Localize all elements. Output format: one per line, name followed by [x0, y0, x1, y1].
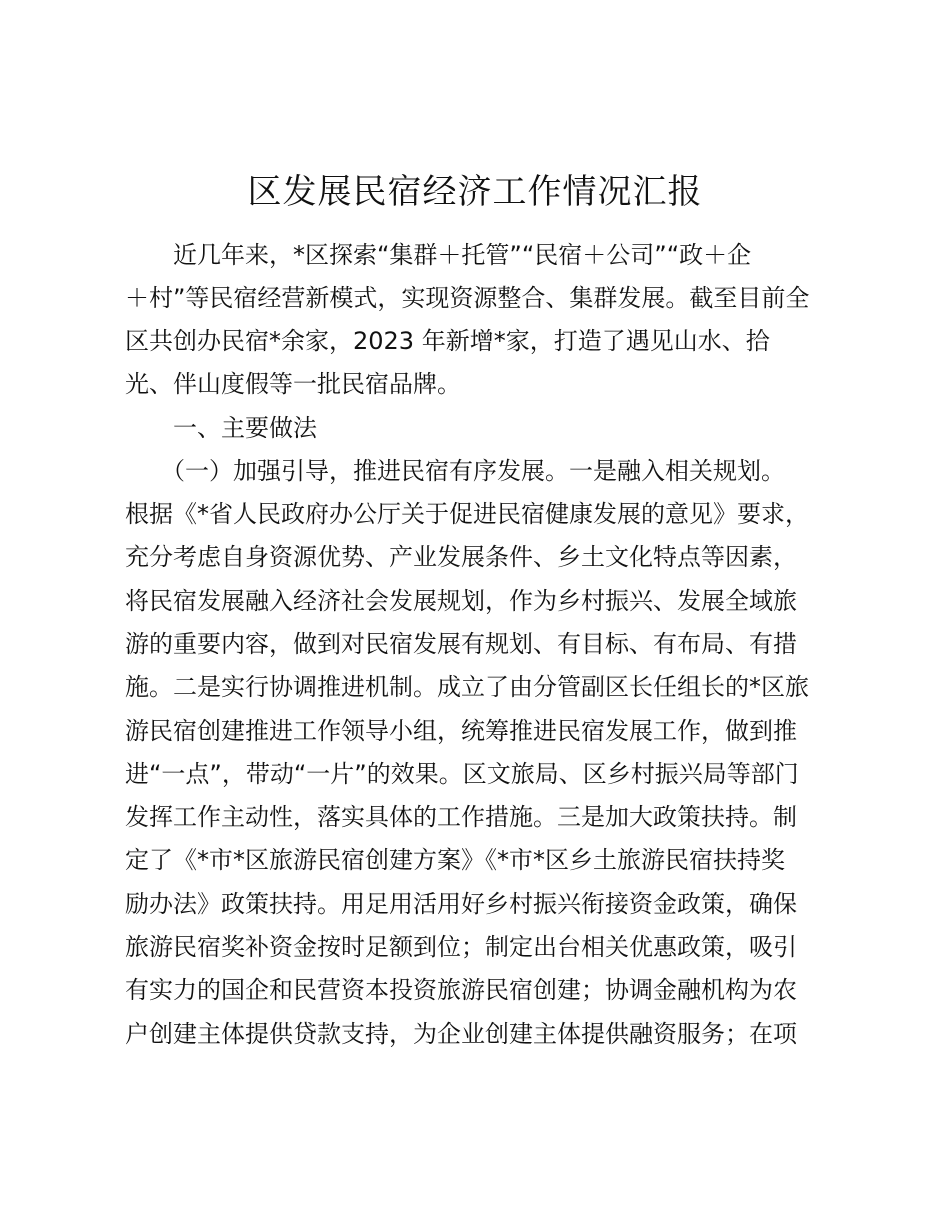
paragraph-line: 根据《*省人民政府办公厅关于促进民宿健康发展的意见》要求， — [125, 500, 809, 528]
paragraph-line: 定了《*市*区旅游民宿创建方案》《*市*区乡土旅游民宿扶持奖 — [125, 846, 785, 874]
paragraph-line: 户创建主体提供贷款支持，为企业创建主体提供融资服务；在项 — [125, 1020, 797, 1048]
document-title: 区发展民宿经济工作情况汇报 — [247, 172, 703, 212]
paragraph-line: 游的重要内容，做到对民宿发展有规划、有目标、有布局、有措 — [125, 630, 797, 658]
paragraph-line: （一）加强引导，推进民宿有序发展。一是融入相关规划。 — [125, 457, 785, 485]
paragraph-line: 有实力的国企和民营资本投资旅游民宿创建；协调金融机构为农 — [125, 976, 797, 1004]
paragraph-line: 施。二是实行协调推进机制。成立了由分管副区长任组长的*区旅 — [125, 673, 809, 701]
paragraph-line: 近几年来，*区探索“集群＋托管”“民宿＋公司”“政＋企 — [125, 241, 752, 269]
section-heading: 一、主要做法 — [125, 414, 317, 442]
paragraph-line: 旅游民宿奖补资金按时足额到位；制定出台相关优惠政策，吸引 — [125, 933, 797, 961]
paragraph-line: 将民宿发展融入经济社会发展规划，作为乡村振兴、发展全域旅 — [125, 587, 797, 615]
paragraph-line: 充分考虑自身资源优势、产业发展条件、乡土文化特点等因素， — [125, 543, 797, 571]
paragraph-line: ＋村”等民宿经营新模式，实现资源整合、集群发展。截至目前全 — [125, 284, 810, 312]
paragraph-line: 发挥工作主动性，落实具体的工作措施。三是加大政策扶持。制 — [125, 803, 797, 831]
paragraph-line: 区共创办民宿*余家，2023 年新增*家，打造了遇见山水、拾 — [125, 327, 770, 355]
paragraph-line: 励办法》政策扶持。用足用活用好乡村振兴衔接资金政策，确保 — [125, 890, 797, 918]
paragraph-line: 游民宿创建推进工作领导小组，统筹推进民宿发展工作，做到推 — [125, 717, 797, 745]
paragraph-line: 光、伴山度假等一批民宿品牌。 — [125, 370, 461, 398]
paragraph-line: 进“一点”，带动“一片”的效果。区文旅局、区乡村振兴局等部门 — [125, 760, 799, 788]
